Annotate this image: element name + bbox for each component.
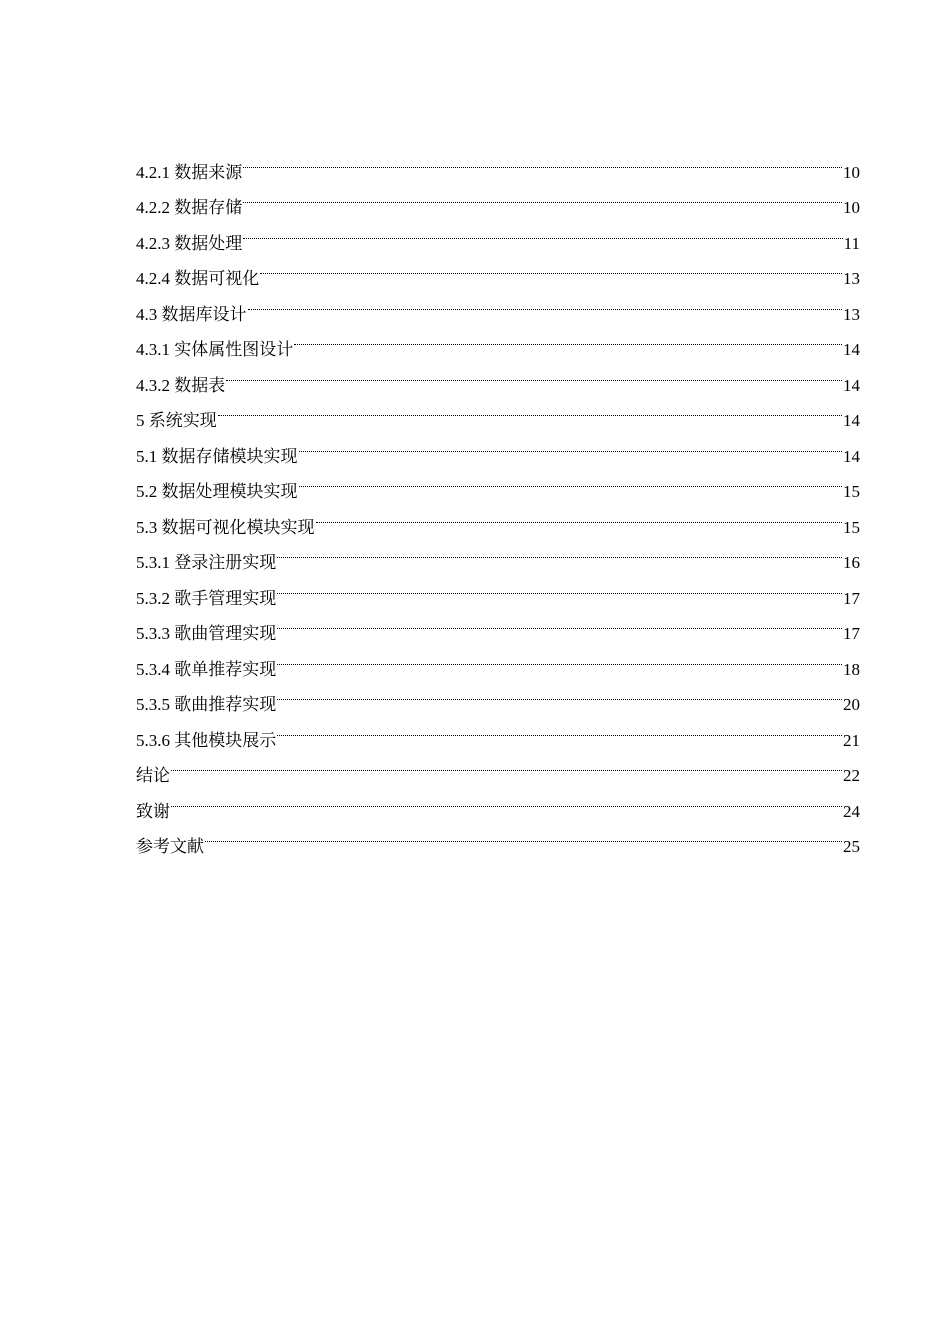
toc-entry-title: 5.3.3 歌曲管理实现 [136,624,277,643]
toc-entry[interactable] [136,178,860,217]
toc-entry-page: 11 [843,233,860,253]
toc-entry-title: 4.3 数据库设计 [136,304,247,324]
toc-dot-leader [276,533,843,569]
toc-entry-page: 25 [843,837,860,856]
toc-entry-title: 4.2.1 数据来源 [136,162,243,182]
toc-entry-title: 致谢 [136,801,170,821]
toc-dot-leader [298,426,844,462]
toc-entry-title: 5.2 数据处理模块实现 [136,482,298,501]
toc-entry-page: 15 [843,482,860,501]
toc-dot-leader [259,249,843,285]
toc-entry-page: 15 [843,517,860,537]
toc-entry-page: 14 [843,375,860,395]
toc-entry-title: 4.2.4 数据可视化 [136,269,260,288]
toc-dot-leader [298,462,844,498]
toc-entry-title: 4.3.1 实体属性图设计 [136,340,294,359]
toc-entry-page: 14 [843,411,860,430]
toc-dot-leader [242,178,843,214]
toc-entry-page: 17 [843,588,860,608]
toc-entry[interactable] [136,781,860,821]
toc-entry-page: 24 [843,801,860,821]
toc-entry-page: 22 [843,766,860,785]
toc-entry-page: 13 [843,269,860,288]
toc-dot-leader [315,497,844,533]
toc-entry-title: 5.1 数据存储模块实现 [136,446,298,466]
toc-entry-title: 4.3.2 数据表 [136,375,226,395]
toc-dot-leader [225,355,843,391]
toc-entry[interactable] [136,817,860,856]
toc-entry-page: 21 [843,730,860,750]
toc-entry[interactable] [136,249,860,288]
toc-entry-page: 10 [843,162,860,182]
toc-entry[interactable] [136,142,860,182]
toc-entry[interactable] [136,213,860,253]
toc-entry-page: 10 [843,198,860,217]
toc-entry-title: 5.3.1 登录注册实现 [136,553,277,572]
toc-dot-leader [293,320,843,356]
toc-entry-title: 5.3.6 其他模块展示 [136,730,277,750]
toc-entry-title: 5 系统实现 [136,411,217,430]
toc-dot-leader [242,142,843,178]
toc-entry-page: 18 [843,659,860,679]
toc-entry-page: 17 [843,624,860,643]
toc-entry-title: 4.2.2 数据存储 [136,198,243,217]
toc-dot-leader [242,213,843,249]
toc-dot-leader [247,284,844,320]
toc-dot-leader [276,604,843,640]
toc-entry-title: 5.3 数据可视化模块实现 [136,517,315,537]
toc-entry[interactable] [136,391,860,430]
toc-dot-leader [217,391,843,427]
toc-entry-title: 参考文献 [136,837,204,856]
toc-entry-title: 5.3.2 歌手管理实现 [136,588,277,608]
toc-entry[interactable] [136,426,860,466]
table-of-contents [136,142,860,856]
toc-entry-page: 14 [843,446,860,466]
toc-entry-page: 14 [843,340,860,359]
toc-dot-leader [276,639,843,675]
toc-entry-title: 结论 [136,766,170,785]
toc-dot-leader [276,568,843,604]
toc-entry[interactable] [136,746,860,785]
toc-entry-title: 4.2.3 数据处理 [136,233,243,253]
toc-entry-title: 5.3.4 歌单推荐实现 [136,659,277,679]
toc-dot-leader [276,710,843,746]
toc-dot-leader [204,817,843,853]
toc-entry-page: 20 [843,695,860,714]
toc-dot-leader [170,781,843,817]
toc-dot-leader [170,746,843,782]
toc-dot-leader [276,675,843,711]
toc-entry-page: 13 [843,304,860,324]
toc-entry-title: 5.3.5 歌曲推荐实现 [136,695,277,714]
toc-entry[interactable] [136,355,860,395]
toc-entry-page: 16 [843,553,860,572]
